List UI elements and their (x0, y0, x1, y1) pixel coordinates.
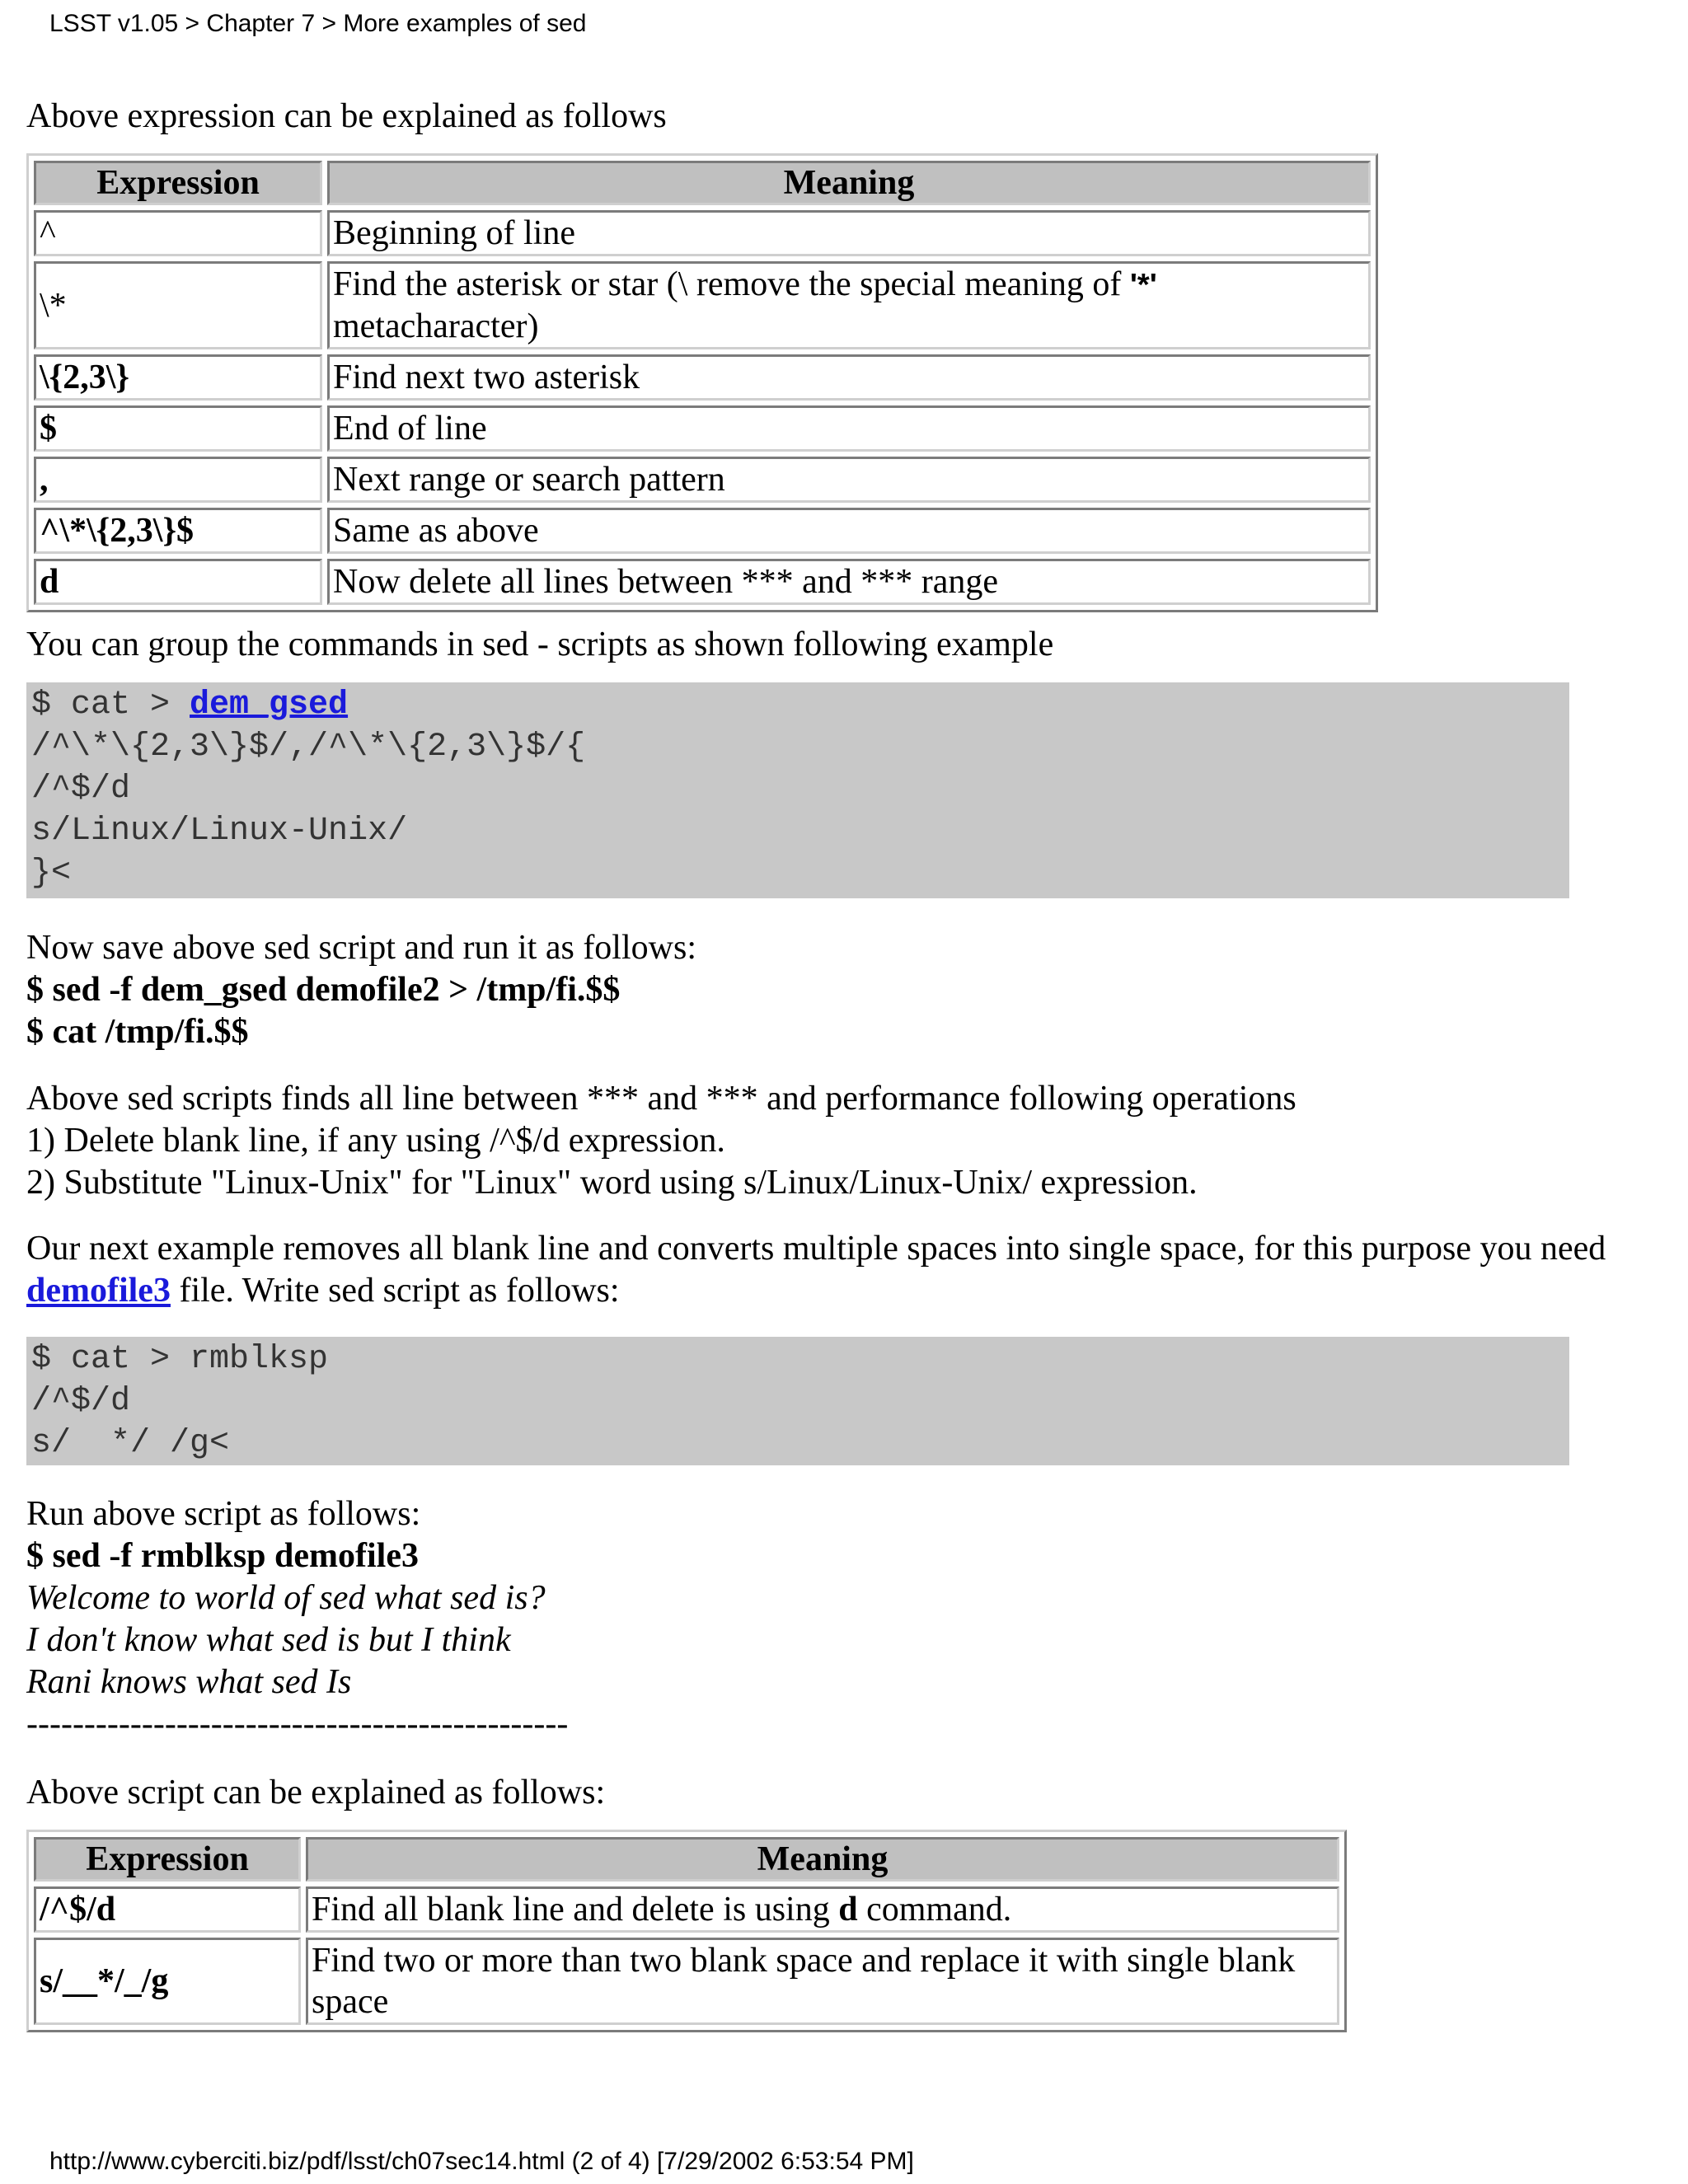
code-line: /^$/d (31, 1383, 131, 1420)
table-row (34, 1938, 1339, 2025)
dash-separator: ----------------------------------------------- (26, 1705, 569, 1743)
expression-cell: $ (34, 405, 322, 452)
code-block-rmblksp (26, 1337, 1569, 1465)
next-example-paragraph (26, 1228, 1658, 1312)
command-line: $ sed -f dem_gsed demofile2 > /tmp/fi.$$ (26, 971, 621, 1009)
code-block-dem-gsed (26, 682, 1569, 898)
page-footer-source: http://www.cyberciti.biz/pdf/lsst/ch07sec14.html (2 of 4) [7/29/2002 6:53:54 PM] (49, 2148, 914, 2175)
meaning-cell: Next range or search pattern (327, 457, 1371, 503)
column-header-meaning: Meaning (327, 161, 1371, 205)
table-row (34, 508, 1371, 554)
save-run-text: Now save above sed script and run it as follows: (26, 929, 696, 967)
meaning-cell: Same as above (327, 508, 1371, 554)
table2-intro: Above script can be explained as follows: (26, 1774, 606, 1811)
table-row (34, 457, 1371, 503)
meaning-text: Find all blank line and delete is using (312, 1891, 839, 1929)
meaning-text: metacharacter) (333, 307, 539, 345)
table-row (34, 261, 1371, 349)
output-line: Welcome to world of sed what sed is? (26, 1579, 546, 1617)
expression-table-2 (26, 1830, 1347, 2032)
demofile3-link[interactable]: demofile3 (26, 1272, 171, 1310)
code-prompt: $ cat > (31, 687, 190, 724)
operations-explanation (26, 1078, 1296, 1204)
meaning-cell: End of line (327, 405, 1371, 452)
table-row (34, 354, 1371, 401)
output-line: I don't know what sed is but I think (26, 1621, 511, 1659)
meaning-cell (306, 1886, 1339, 1933)
expression-cell: /^$/d (34, 1886, 301, 1933)
expression-cell: , (34, 457, 322, 503)
paragraph-text: file. Write sed script as follows: (170, 1272, 620, 1310)
run-output-section (26, 1493, 568, 1746)
dem-gsed-link[interactable]: dem_gsed (190, 687, 349, 724)
table-header-row (34, 161, 1371, 205)
explanation-line: Above sed scripts finds all line between *** and *** and performance following operations (26, 1080, 1296, 1118)
meaning-text: command. (857, 1891, 1012, 1929)
explanation-line: 2) Substitute "Linux-Unix" for "Linux" word using s/Linux/Linux-Unix/ expression. (26, 1164, 1198, 1202)
table-row (34, 1886, 1339, 1933)
meaning-cell: Beginning of line (327, 210, 1371, 256)
run-instructions (26, 927, 696, 1053)
table-row (34, 559, 1371, 605)
expression-cell: \{2,3\} (34, 354, 322, 401)
meaning-bold-text: d (838, 1891, 858, 1929)
expression-cell: ^\*\{2,3\}$ (34, 508, 322, 554)
expression-cell: \* (34, 261, 322, 349)
output-line: Rani knows what sed Is (26, 1663, 352, 1701)
meaning-cell: Now delete all lines between *** and *** range (327, 559, 1371, 605)
meaning-cell: Find two or more than two blank space and replace it with single blank space (306, 1938, 1339, 2025)
column-header-expression: Expression (34, 161, 322, 205)
run-intro-text: Run above script as follows: (26, 1495, 421, 1533)
meaning-text: Find the asterisk or star (\ remove the special meaning of (333, 265, 1130, 303)
group-commands-intro: You can group the commands in sed - scripts as shown following example (26, 626, 1054, 663)
expression-table-1 (26, 153, 1378, 612)
column-header-meaning: Meaning (306, 1837, 1339, 1882)
expression-cell: ^ (34, 210, 322, 256)
command-line: $ sed -f rmblksp demofile3 (26, 1537, 419, 1575)
column-header-expression: Expression (34, 1837, 301, 1882)
table-row (34, 405, 1371, 452)
table-row (34, 210, 1371, 256)
code-line: s/Linux/Linux-Unix/ (31, 813, 408, 850)
code-line: }< (31, 855, 72, 892)
expression-cell: d (34, 559, 322, 605)
code-line: $ cat > rmblksp (31, 1341, 329, 1378)
explanation-line: 1) Delete blank line, if any using /^$/d expression. (26, 1122, 725, 1160)
meaning-bold-text: '*' (1129, 268, 1157, 302)
meaning-cell: Find next two asterisk (327, 354, 1371, 401)
command-line: $ cat /tmp/fi.$$ (26, 1013, 249, 1051)
code-line: s/ */ /g< (31, 1425, 230, 1462)
meaning-cell (327, 261, 1371, 349)
paragraph-text: Our next example removes all blank line and converts multiple spaces into single space, for this purpose you need (26, 1230, 1606, 1268)
code-line: /^$/d (31, 771, 131, 808)
expression-cell: s/__*/_/g (34, 1938, 301, 2025)
table1-intro: Above expression can be explained as follows (26, 97, 667, 135)
code-line: /^\*\{2,3\}$/,/^\*\{2,3\}$/{ (31, 729, 586, 766)
page-header-breadcrumb: LSST v1.05 > Chapter 7 > More examples of sed (49, 10, 587, 37)
table-header-row (34, 1837, 1339, 1882)
